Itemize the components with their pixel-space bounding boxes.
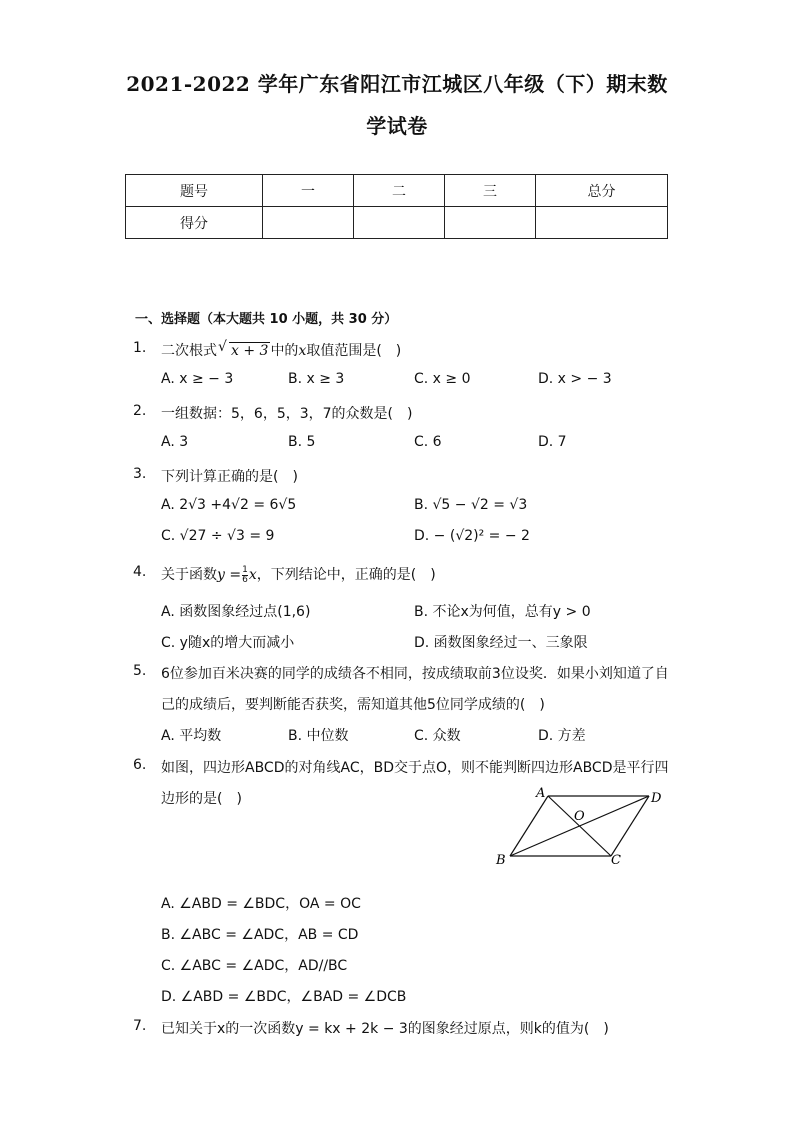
option-d[interactable]: D. 7	[538, 434, 567, 450]
question-number: 7.	[133, 1018, 147, 1034]
question-number: 6.	[133, 757, 147, 773]
question-stem	[161, 340, 401, 360]
question-number: 5.	[133, 663, 147, 679]
vertex-label-o: O	[574, 809, 585, 824]
question-7	[0, 1018, 794, 1038]
option-c[interactable]: C. x ≥ 0	[414, 371, 471, 387]
question-5	[0, 663, 794, 683]
option-c[interactable]: C. y随x的增大而减小	[161, 635, 295, 651]
option-d[interactable]: D. 方差	[538, 728, 586, 744]
exam-title-line1: 2021-2022 学年广东省阳江市江城区八年级（下）期末数	[126, 72, 668, 96]
score-cell-total[interactable]	[536, 207, 668, 239]
stem-text: 取值范围是( )	[306, 343, 402, 359]
stem-text: 关于函数	[161, 567, 217, 583]
option-c[interactable]: C. 6	[414, 434, 442, 450]
header-cell-part2: 二	[354, 175, 445, 207]
option-a[interactable]: A. ∠ABD = ∠BDC，OA = OC	[161, 896, 361, 912]
vertex-label-d: D	[651, 791, 662, 806]
option-b[interactable]: B. 5	[288, 434, 316, 450]
vertex-label-b: B	[496, 853, 506, 868]
question-stem-line1: 6位参加百米决赛的同学的成绩各不相同，按成绩取前3位设奖．如果小刘知道了自	[161, 666, 669, 682]
fraction	[242, 566, 248, 585]
fraction-numerator: 1	[242, 564, 248, 575]
question-stem	[161, 564, 436, 585]
question-stem-line2: 己的成绩后，要判断能否获奖，需知道其他5位同学成绩的( )	[161, 697, 545, 713]
header-cell-question-no: 题号	[126, 175, 263, 207]
option-b[interactable]: B. x ≥ 3	[288, 371, 345, 387]
score-row-label: 得分	[126, 207, 263, 239]
option-d[interactable]: D. x > − 3	[538, 371, 612, 387]
sqrt-radicand: √ x + 3	[218, 339, 269, 359]
stem-variable: x	[298, 343, 307, 359]
score-table	[125, 174, 668, 239]
stem-variable: x	[248, 567, 257, 583]
option-a[interactable]: A. x ≥ − 3	[161, 371, 234, 387]
vertex-label-c: C	[611, 853, 621, 868]
header-cell-part3: 三	[445, 175, 536, 207]
question-1	[0, 340, 794, 360]
edge-ab	[510, 796, 548, 856]
score-cell-part1[interactable]	[263, 207, 354, 239]
stem-text: 中的	[270, 343, 299, 359]
option-c[interactable]: C. ∠ABC = ∠ADC，AD//BC	[161, 958, 348, 974]
option-a[interactable]: A. 3	[161, 434, 189, 450]
stem-text: 二次根式	[161, 343, 217, 359]
question-stem-line1: 如图，四边形ABCD的对角线AC，BD交于点O，则不能判断四边形ABCD是平行四	[161, 760, 669, 776]
score-table-header-row	[126, 175, 668, 207]
parallelogram-figure	[490, 782, 670, 872]
option-b[interactable]: B. 不论x为何值，总有y > 0	[414, 604, 591, 620]
score-cell-part3[interactable]	[445, 207, 536, 239]
question-stem-line2: 边形的是( )	[161, 791, 242, 807]
question-number: 1.	[133, 340, 147, 356]
section-heading-choice: 一、选择题（本大题共 10 小题，共 30 分）	[135, 312, 398, 327]
question-number: 2.	[133, 403, 147, 419]
header-cell-part1: 一	[263, 175, 354, 207]
question-number: 3.	[133, 466, 147, 482]
option-d[interactable]: D. ∠ABD = ∠BDC，∠BAD = ∠DCB	[161, 989, 407, 1005]
option-b[interactable]: B. ∠ABC = ∠ADC，AB = CD	[161, 927, 359, 943]
option-d[interactable]: D. 函数图象经过一、三象限	[414, 635, 588, 651]
edge-cd	[611, 796, 649, 856]
question-stem: 一组数据：5，6，5，3，7的众数是( )	[161, 406, 413, 422]
option-d[interactable]: D. − (√2)² = − 2	[414, 528, 530, 544]
diagonal-bd	[510, 796, 649, 856]
sqrt-icon: √	[218, 339, 227, 355]
option-c[interactable]: C. √27 ÷ √3 = 9	[161, 528, 275, 544]
option-a[interactable]: A. 平均数	[161, 728, 222, 744]
option-c[interactable]: C. 众数	[414, 728, 461, 744]
question-6	[0, 757, 794, 777]
vertex-label-a: A	[536, 786, 546, 801]
fraction-denominator: 6	[242, 574, 248, 585]
option-a[interactable]: A. 2√3 +4√2 = 6√5	[161, 497, 297, 513]
option-b[interactable]: B. 中位数	[288, 728, 349, 744]
stem-text: ，下列结论中，正确的是( )	[256, 567, 436, 583]
header-cell-total: 总分	[536, 175, 668, 207]
question-2	[0, 403, 794, 423]
question-3	[0, 466, 794, 486]
question-number: 4.	[133, 564, 147, 580]
score-cell-part2[interactable]	[354, 207, 445, 239]
score-table-score-row	[126, 207, 668, 239]
question-stem: 下列计算正确的是( )	[161, 469, 298, 485]
stem-equation: y =	[217, 567, 242, 583]
question-4	[0, 564, 794, 586]
exam-title-line2: 学试卷	[366, 114, 428, 138]
question-stem: 已知关于x的一次函数y = kx + 2k − 3的图象经过原点，则k的值为( )	[161, 1021, 609, 1037]
option-b[interactable]: B. √5 − √2 = √3	[414, 497, 528, 513]
option-a[interactable]: A. 函数图象经过点(1,6)	[161, 604, 311, 620]
